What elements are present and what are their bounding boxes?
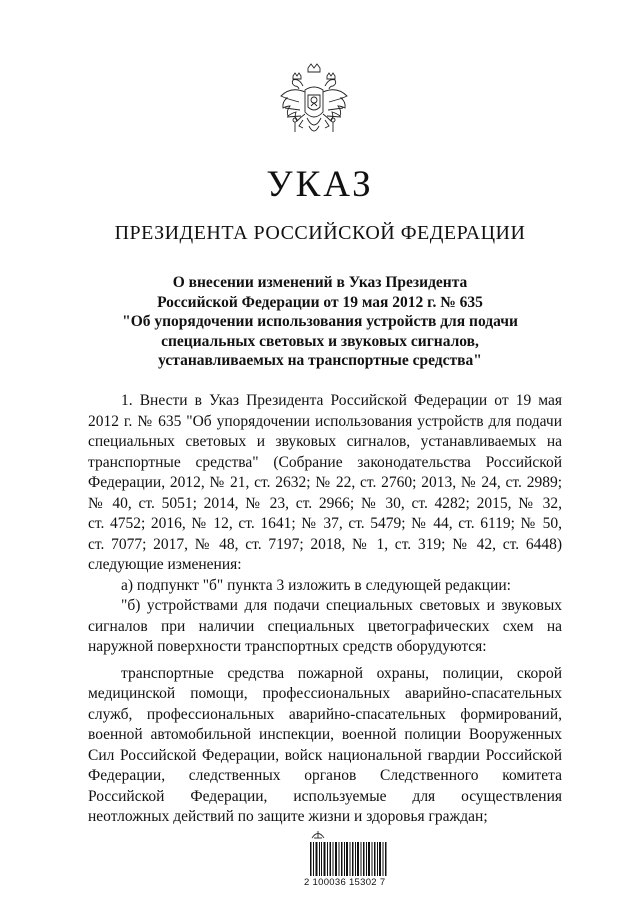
body-line: "б) устройствами для подачи специальных световых и звуковых bbox=[121, 597, 562, 614]
decree-heading bbox=[100, 273, 540, 371]
heading-line: "Об упорядочении использования устройств для подачи bbox=[122, 313, 518, 330]
decree-body bbox=[88, 391, 562, 828]
barcode-block bbox=[300, 828, 396, 890]
document-subtitle: ПРЕЗИДЕНТА РОССИЙСКОЙ ФЕДЕРАЦИИ bbox=[114, 222, 526, 244]
body-line: неотложных действий по защите жизни и здоровья граждан; bbox=[88, 808, 488, 825]
body-line: № 40, ст. 5051; 2014, № 23, ст. 2966; № 30, ст. 4282; 2015, № 32, bbox=[88, 494, 562, 512]
heading-line: Российской Федерации от 19 мая 2012 г. № 635 bbox=[157, 293, 483, 311]
coat-of-arms-icon bbox=[277, 62, 351, 150]
document-title: УКАЗ bbox=[266, 164, 374, 205]
body-line: служб, профессиональных аварийно-спасательных формирований, bbox=[88, 705, 562, 723]
body-line: сигналов при наличии специальных цветографических схем на bbox=[88, 617, 562, 635]
body-line: ст. 4752; 2016, № 12, ст. 1641; № 37, ст. 5479; № 44, ст. 6119; № 50, bbox=[88, 515, 562, 532]
body-line: Российской Федерации, используемые для осуществления bbox=[88, 787, 562, 805]
body-line: 2012 г. № 635 "Об упорядочении использования устройств для подачи bbox=[88, 412, 562, 430]
body-line: Федерации, 2012, № 21, ст. 2632; № 22, ст. 2760; 2013, № 24, ст. 2989; bbox=[88, 474, 562, 491]
body-line: медицинской помощи, профессиональных аварийно-спасательных bbox=[88, 685, 562, 702]
seal-mark-icon bbox=[310, 828, 326, 840]
body-line: наружной поверхности транспортных средств оборудуются: bbox=[88, 638, 487, 655]
body-line: Федерации, следственных органов Следственного комитета bbox=[88, 767, 562, 784]
body-line: следующие изменения: bbox=[88, 556, 242, 573]
barcode-icon bbox=[310, 842, 388, 876]
barcode-number: 2 100036 15302 7 bbox=[304, 877, 386, 888]
body-line: транспортные средства пожарной охраны, полиции, скорой bbox=[121, 664, 562, 682]
body-line: а) подпункт "б" пункта 3 изложить в следующей редакции: bbox=[121, 576, 511, 594]
body-line: ст. 7077; 2017, № 48, ст. 7197; 2018, № 1, ст. 319; № 42, ст. 6448) bbox=[88, 535, 562, 553]
body-line: 1. Внести в Указ Президента Российской Федерации от 19 мая bbox=[121, 392, 562, 409]
body-line: транспортные средства" (Собрание законодательства Российской bbox=[88, 453, 562, 471]
heading-line: О внесении изменений в Указ Президента bbox=[172, 274, 468, 291]
heading-line: устанавливаемых на транспортные средства" bbox=[158, 352, 482, 369]
body-line: специальных световых и звуковых сигналов, устанавливаемых на bbox=[88, 433, 562, 450]
heading-line: специальных световых и звуковых сигналов, bbox=[161, 332, 479, 350]
body-line: Сил Российской Федерации, войск национальной гвардии Российской bbox=[88, 746, 562, 764]
body-line: военной автомобильной инспекции, военной полиции Вооруженных bbox=[88, 726, 562, 743]
